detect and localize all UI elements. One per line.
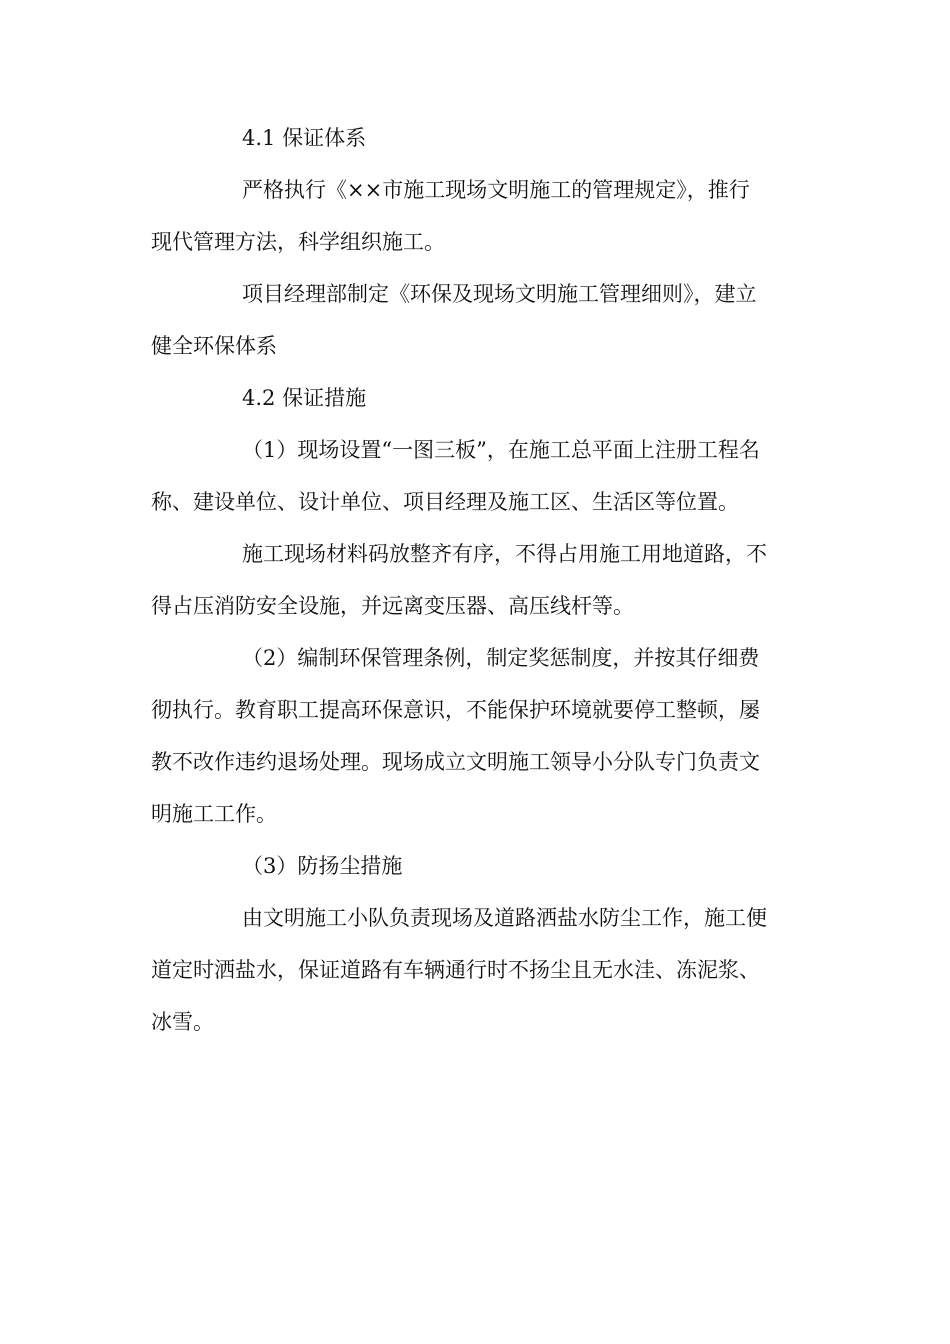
- paragraph-5-line-3: 教不改作违约退场处理。现场成立文明施工领导小分队专门负责文: [151, 750, 760, 774]
- paragraph-4-line-2: 得占压消防安全设施，并远离变压器、高压线杆等。: [151, 594, 634, 618]
- subsection-heading-3: （3）防扬尘措施: [242, 854, 403, 878]
- document-body: [151, 112, 801, 1048]
- paragraph-5-line-4: 明施工工作。: [151, 802, 277, 826]
- paragraph-5-line-2: 彻执行。教育职工提高环保意识，不能保护环境就要停工整顿，屡: [151, 698, 760, 722]
- section-heading-4-2: 4.2 保证措施: [242, 386, 367, 410]
- paragraph-6-line-1: 由文明施工小队负责现场及道路洒盐水防尘工作，施工便: [242, 906, 767, 930]
- paragraph-3-line-2: 称、建设单位、设计单位、项目经理及施工区、生活区等位置。: [151, 490, 739, 514]
- paragraph-6-line-2: 道定时洒盐水，保证道路有车辆通行时不扬尘且无水洼、冻泥浆、: [151, 958, 760, 982]
- paragraph-2-line-2: 健全环保体系: [151, 334, 277, 358]
- paragraph-2-line-1: 项目经理部制定《环保及现场文明施工管理细则》，建立: [242, 282, 757, 306]
- section-heading-4-1: 4.1 保证体系: [242, 126, 367, 150]
- paragraph-1-line-1: 严格执行《××市施工现场文明施工的管理规定》，推行: [242, 178, 750, 202]
- paragraph-1-line-2: 现代管理方法，科学组织施工。: [151, 230, 445, 254]
- paragraph-4-line-1: 施工现场材料码放整齐有序，不得占用施工用地道路，不: [242, 542, 767, 566]
- paragraph-3-line-1: （1）现场设置“一图三板”，在施工总平面上注册工程名: [242, 438, 760, 462]
- paragraph-6-line-3: 冰雪。: [151, 1010, 214, 1034]
- paragraph-5-line-1: （2）编制环保管理条例，制定奖惩制度，并按其仔细费: [242, 646, 760, 670]
